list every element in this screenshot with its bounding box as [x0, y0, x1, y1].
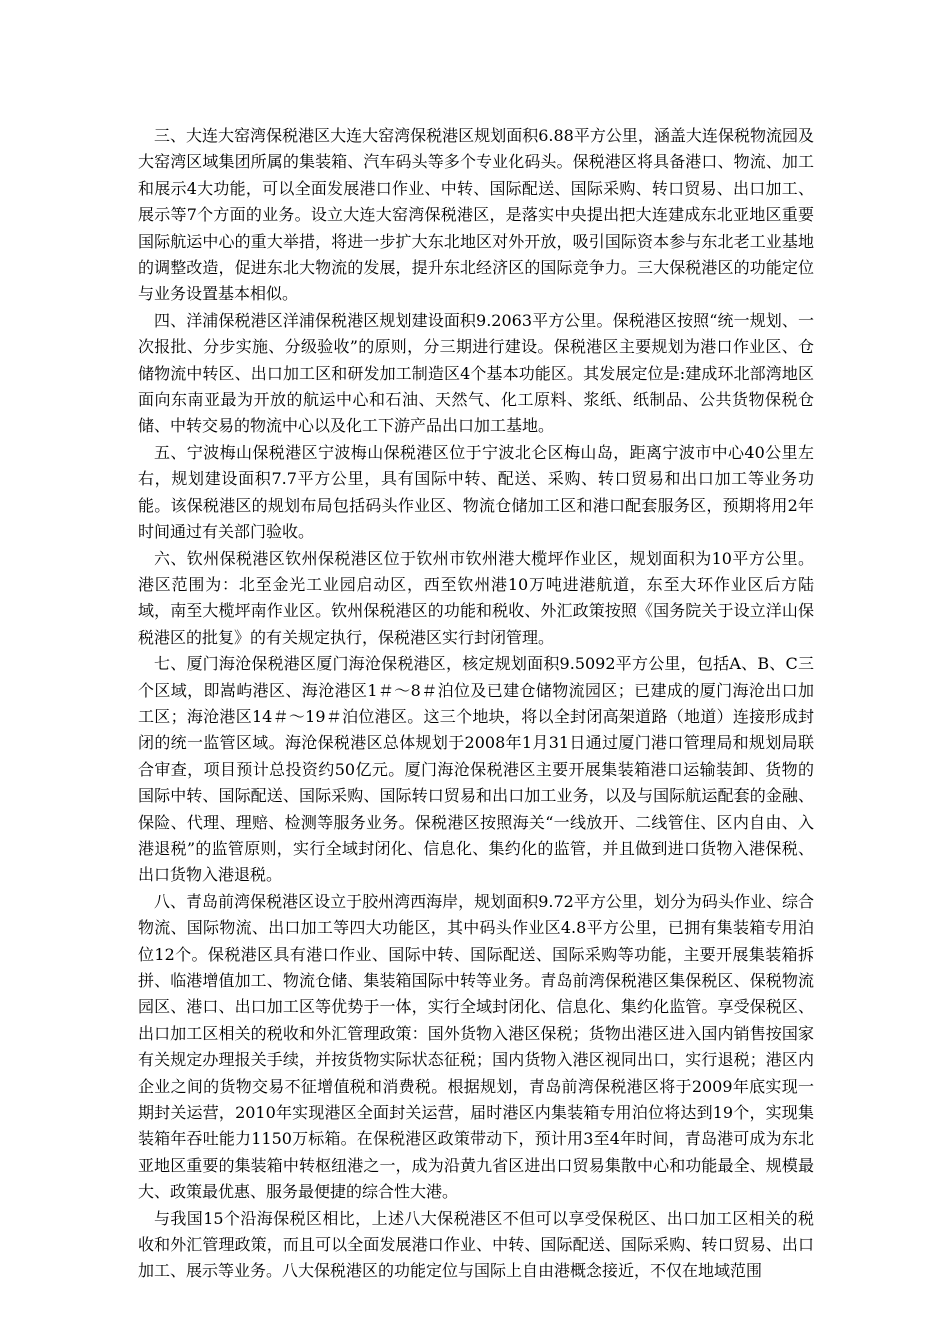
paragraph-qinzhou: 六、钦州保税港区钦州保税港区位于钦州市钦州港大榄坪作业区，规划面积为10平方公里。港区范围为：北至金光工业园启动区，西至钦州港10万吨进港航道，东至大环作业区后方陆域，南至大榄坪南作业区。钦州保税港区的功能和税收、外汇政策按照《国务院关于设立洋山保税港区的批复》的有关规定执行，保税港区实行封闭管理。	[138, 548, 814, 647]
paragraph-yangpu: 四、洋浦保税港区洋浦保税港区规划建设面积9.2063平方公里。保税港区按照“统一规划、一次报批、分步实施、分级验收”的原则，分三期进行建设。保税港区主要规划为港口作业区、仓储物流中转区、出口加工区和研发加工制造区4个基本功能区。其发展定位是:建成环北部湾地区面向东南亚最为开放的航运中心和石油、天然气、化工原料、浆纸、纸制品、公共货物保税仓储、中转交易的物流中心以及化工下游产品出口加工基地。	[138, 310, 814, 436]
paragraph-ningbo: 五、宁波梅山保税港区宁波梅山保税港区位于宁波北仑区梅山岛，距离宁波市中心40公里左右，规划建设面积7.7平方公里，具有国际中转、配送、采购、转口贸易和出口加工等业务功能。该保税港区的规划布局包括码头作业区、物流仓储加工区和港口配套服务区，预期将用2年时间通过有关部门验收。	[138, 442, 814, 542]
document-body	[138, 123, 814, 1285]
paragraph-dalian: 三、大连大窑湾保税港区大连大窑湾保税港区规划面积6.88平方公里，涵盖大连保税物流园及大窑湾区域集团所属的集装箱、汽车码头等多个专业化码头。保税港区将具备港口、物流、加工和展示4大功能，可以全面发展港口作业、中转、国际配送、国际采购、转口贸易、出口加工、展示等7个方面的业务。设立大连大窑湾保税港区，是落实中央提出把大连建成东北亚地区重要国际航运中心的重大举措，将进一步扩大东北地区对外开放，吸引国际资本参与东北老工业基地的调整改造，促进东北大物流的发展，提升东北经济区的国际竞争力。三大保税港区的功能定位与业务设置基本相似。	[138, 126, 814, 304]
paragraph-qingdao: 八、青岛前湾保税港区设立于胶州湾西海岸，规划面积9.72平方公里，划分为码头作业、综合物流、国际物流、出口加工等四大功能区，其中码头作业区4.8平方公里，已拥有集装箱专用泊位12个。保税港区具有港口作业、国际中转、国际配送、国际采购等功能，主要开展集装箱拆拼、临港增值加工、物流仓储、集装箱国际中转等业务。青岛前湾保税港区集保税区、保税物流园区、港口、出口加工区等优势于一体，实行全域封闭化、信息化、集约化监管。享受保税区、出口加工区相关的税收和外汇管理政策：国外货物入港区保税；货物出港区进入国内销售按国家有关规定办理报关手续，并按货物实际状态征税；国内货物入港区视同出口，实行退税；港区内企业之间的货物交易不征增值税和消费税。根据规划，青岛前湾保税港区将于2009年底实现一期封关运营，2010年实现港区全面封关运营，届时港区内集装箱专用泊位将达到19个，实现集装箱年吞吐能力1150万标箱。在保税港区政策带动下，预计用3至4年时间，青岛港可成为东北亚地区重要的集装箱中转枢纽港之一，成为沿黄九省区进出口贸易集散中心和功能最全、规模最大、政策最优惠、服务最便捷的综合性大港。	[138, 891, 814, 1202]
paragraph-xiamen: 七、厦门海沧保税港区厦门海沧保税港区，核定规划面积9.5092平方公里，包括A、B、C三个区域，即嵩屿港区、海沧港区1＃～8＃泊位及已建仓储物流园区；已建成的厦门海沧出口加工区；海沧港区14＃～19＃泊位港区。这三个地块，将以全封闭高架道路（地道）连接形成封闭的统一监管区域。海沧保税港区总体规划于2008年1月31日通过厦门港口管理局和规划局联合审查，项目预计总投资约50亿元。厦门海沧保税港区主要开展集装箱港口运输装卸、货物的国际中转、国际配送、国际采购、国际转口贸易和出口加工业务，以及与国际航运配套的金融、保险、代理、理赔、检测等服务业务。保税港区按照海关“一线放开、二线管住、区内自由、入港退税”的监管原则，实行全域封闭化、信息化、集约化的监管，并且做到进口货物入港保税、出口货物入港退税。	[138, 654, 814, 885]
paragraph-comparison: 与我国15个沿海保税区相比，上述八大保税港区不但可以享受保税区、出口加工区相关的税收和外汇管理政策，而且可以全面发展港口作业、中转、国际配送、国际采购、转口贸易、出口加工、展示等业务。八大保税港区的功能定位与国际上自由港概念接近，不仅在地域范围	[138, 1208, 814, 1281]
